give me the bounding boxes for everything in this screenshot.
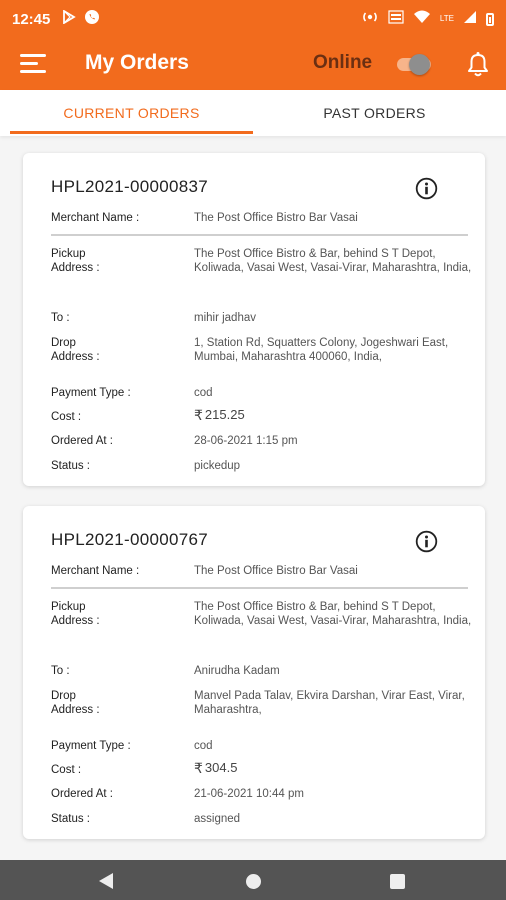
- pickup-label: Pickup Address :: [51, 601, 100, 627]
- lte-label: LTE: [439, 14, 454, 23]
- to-value: Anirudha Kadam: [194, 665, 280, 677]
- cost-value: ₹ 215.25: [194, 407, 245, 423]
- pickup-address-value: The Post Office Bistro & Bar, behind S T Depot, Koliwada, Vasai West, Vasai-Virar, Maharashtra, India,: [194, 248, 472, 274]
- merchant-value: The Post Office Bistro Bar Vasai: [194, 212, 358, 224]
- pickup-label: Pickup Address :: [51, 248, 100, 274]
- hotspot-icon: [361, 10, 379, 28]
- info-icon[interactable]: [415, 177, 438, 200]
- cost-value: ₹ 304.5: [194, 760, 238, 776]
- menu-icon[interactable]: [20, 53, 46, 75]
- status-label: Status :: [51, 460, 90, 472]
- volte-icon: [388, 10, 404, 28]
- order-card[interactable]: [23, 153, 485, 486]
- ordered-at-label: Ordered At :: [51, 788, 114, 800]
- home-icon[interactable]: [246, 874, 261, 889]
- rupee-icon: ₹: [194, 407, 203, 423]
- ordered-at-label: Ordered At :: [51, 435, 114, 447]
- drop-address-value: 1, Station Rd, Squatters Colony, Jogeshwari East, Mumbai, Maharashtra 400060, India,: [194, 337, 449, 363]
- ordered-at-value: 28-06-2021 1:15 pm: [194, 435, 298, 447]
- tab-indicator: [10, 131, 253, 134]
- divider: [51, 234, 468, 236]
- status-value: assigned: [194, 813, 241, 825]
- back-icon[interactable]: [99, 873, 113, 889]
- drop-label: Drop Address :: [51, 337, 100, 363]
- pickup-address-value: The Post Office Bistro & Bar, behind S T Depot, Koliwada, Vasai West, Vasai-Virar, Maharashtra, India,: [194, 601, 472, 627]
- order-id: HPL2021-00000767: [51, 530, 208, 549]
- cost-label: Cost :: [51, 411, 82, 423]
- info-icon[interactable]: [415, 530, 438, 553]
- to-label: To :: [51, 312, 70, 324]
- payment-type-label: Payment Type :: [51, 387, 131, 399]
- battery-icon: [486, 13, 494, 26]
- tab-current-orders[interactable]: CURRENT ORDERS: [63, 105, 200, 121]
- drop-label: Drop Address :: [51, 690, 100, 716]
- page-title: My Orders: [85, 51, 189, 74]
- recents-icon[interactable]: [390, 874, 405, 889]
- order-id: HPL2021-00000837: [51, 177, 208, 196]
- merchant-label: Merchant Name :: [51, 565, 140, 577]
- wifi-icon: [413, 10, 431, 28]
- app-bar: [0, 38, 506, 90]
- status-value: pickedup: [194, 460, 241, 472]
- play-store-icon: [62, 10, 76, 28]
- bell-icon[interactable]: [463, 50, 493, 78]
- signal-icon: [463, 10, 477, 28]
- online-toggle[interactable]: [395, 54, 433, 74]
- whatsapp-icon: [84, 9, 100, 29]
- rupee-icon: ₹: [194, 760, 203, 776]
- status-label: Status :: [51, 813, 90, 825]
- payment-type-label: Payment Type :: [51, 740, 131, 752]
- divider: [51, 587, 468, 589]
- tab-past-orders[interactable]: PAST ORDERS: [323, 105, 426, 121]
- merchant-label: Merchant Name :: [51, 212, 140, 224]
- ordered-at-value: 21-06-2021 10:44 pm: [194, 788, 304, 800]
- to-label: To :: [51, 665, 70, 677]
- toggle-thumb: [409, 54, 430, 75]
- status-time: 12:45: [12, 10, 51, 28]
- order-tabs: [0, 90, 506, 136]
- payment-type-value: cod: [194, 387, 213, 399]
- status-bar: [0, 0, 506, 38]
- drop-address-value: Manvel Pada Talav, Ekvira Darshan, Virar East, Virar, Maharashtra,: [194, 690, 465, 716]
- online-label: Online: [313, 52, 373, 73]
- cost-label: Cost :: [51, 764, 82, 776]
- payment-type-value: cod: [194, 740, 213, 752]
- merchant-value: The Post Office Bistro Bar Vasai: [194, 565, 358, 577]
- system-nav-bar: [0, 860, 506, 900]
- to-value: mihir jadhav: [194, 312, 256, 324]
- order-card[interactable]: [23, 506, 485, 839]
